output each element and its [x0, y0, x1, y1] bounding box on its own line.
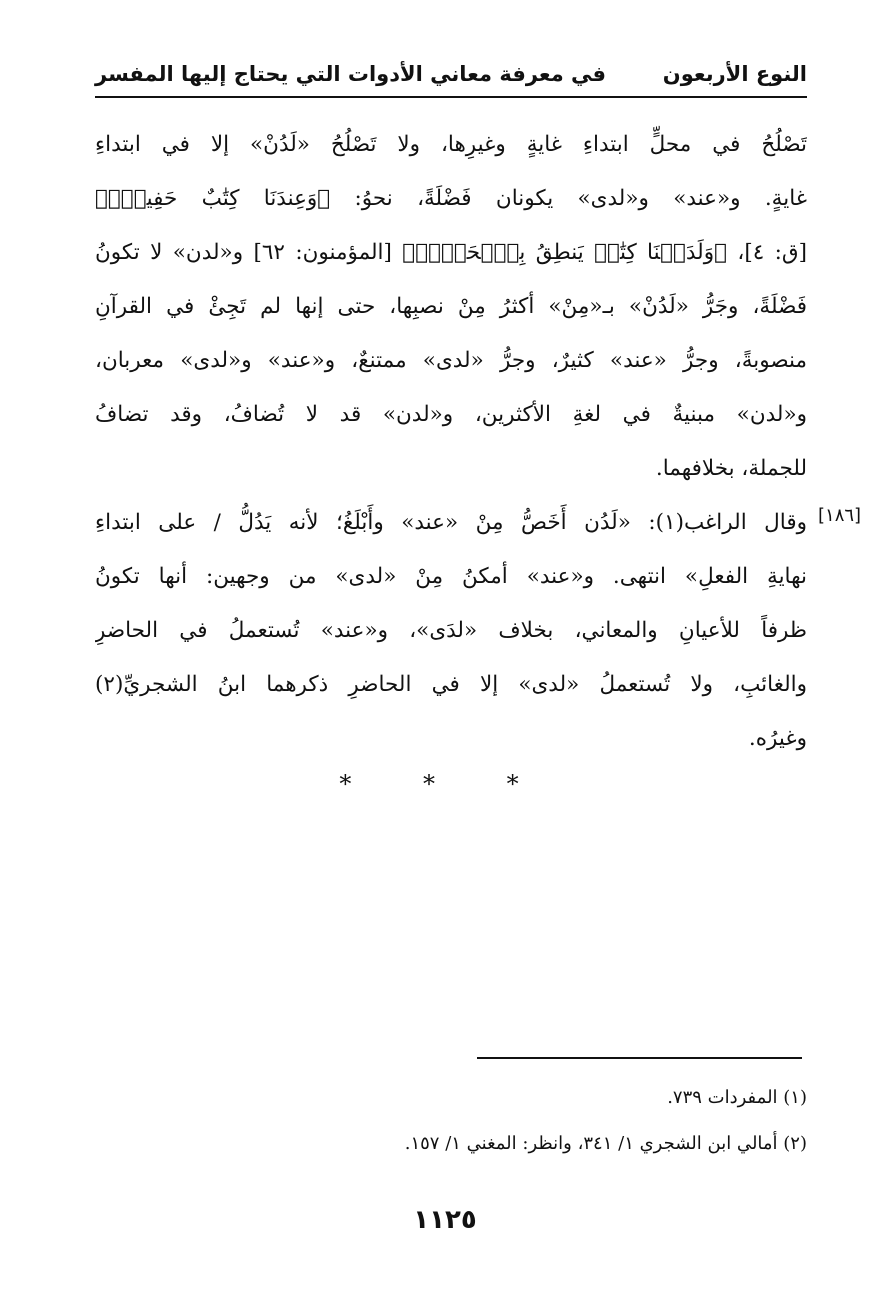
body-line: للجملة، بخلافهما. [655, 456, 807, 481]
body-line: غايةٍ. و«عند» و«لدى» يكونان فَضْلَةً، نحوُ: ﴿وَعِندَنَا كِتَٰبٌ حَفِيظٌۢ﴾ [95, 186, 807, 211]
running-header [95, 54, 807, 94]
body-line: وغيرُه. [748, 726, 807, 751]
section-title: في معرفة معاني الأدوات التي يحتاج إليها المفسر [95, 62, 607, 86]
footnote: (١) المفردات ٧٣٩. [667, 1087, 807, 1108]
body-line: نهايةِ الفعلِ» انتهى. و«عند» أمكنُ مِنْ «لدى» من وجهين: أنها تكونُ [95, 564, 807, 589]
body-line: تَصْلُحُ في محلٍّ ابتداءِ غايةٍ وغيرِها، ولا تَصْلُحُ «لَدُنْ» إلا في ابتداءِ [95, 132, 807, 157]
header-rule [95, 96, 807, 98]
body-line: وقال الراغب(١): «لَدُن أَخَصُّ مِنْ «عند» وأَبْلَغُ؛ لأنه يَدُلُّ / على ابتداءِ [95, 510, 807, 535]
chapter-title: النوع الأربعون [662, 62, 807, 86]
body-line: [ق: ٤]، ﴿وَلَدَيۡنَا كِتَٰبٞ يَنطِقُ بِٱلۡحَقِّۚ﴾ [المؤمنون: ٦٢] و«لدن» لا تكونُ [95, 240, 807, 265]
body-line: والغائبِ، ولا تُستعملُ «لدى» إلا في الحاضرِ ذكرهما ابنُ الشجريِّ(٢) [95, 672, 807, 697]
footnote: (٢) أمالي ابن الشجري ١/ ٣٤١، وانظر: المغني ١/ ١٥٧. [404, 1133, 807, 1154]
margin-page-marker: [١٨٦] [818, 505, 862, 526]
body-line: منصوبةً، وجرُّ «عند» كثيرٌ، وجرُّ «لدى» ممتنعٌ، و«عند» و«لدى» معربان، [95, 348, 807, 373]
body-line: ظرفاً للأعيانِ والمعاني، بخلاف «لدَى»، و«عند» تُستعملُ في الحاضرِ [95, 618, 807, 643]
body-line: و«لدن» مبنيةٌ في لغةِ الأكثرين، و«لدن» قد لا تُضافُ، وقد تضافُ [95, 402, 807, 427]
page-number: ١١٢٥ [413, 1205, 477, 1235]
section-separator: * * * [339, 770, 551, 798]
body-text [95, 118, 807, 766]
body-line: فَضْلَةً، وجَرُّ «لَدُنْ» بـ«مِنْ» أكثرُ مِنْ نصبِها، حتى إنها لم تَجِئْ في القرآنِ [95, 294, 807, 319]
footnotes [95, 1075, 807, 1167]
footnote-rule [477, 1057, 802, 1059]
